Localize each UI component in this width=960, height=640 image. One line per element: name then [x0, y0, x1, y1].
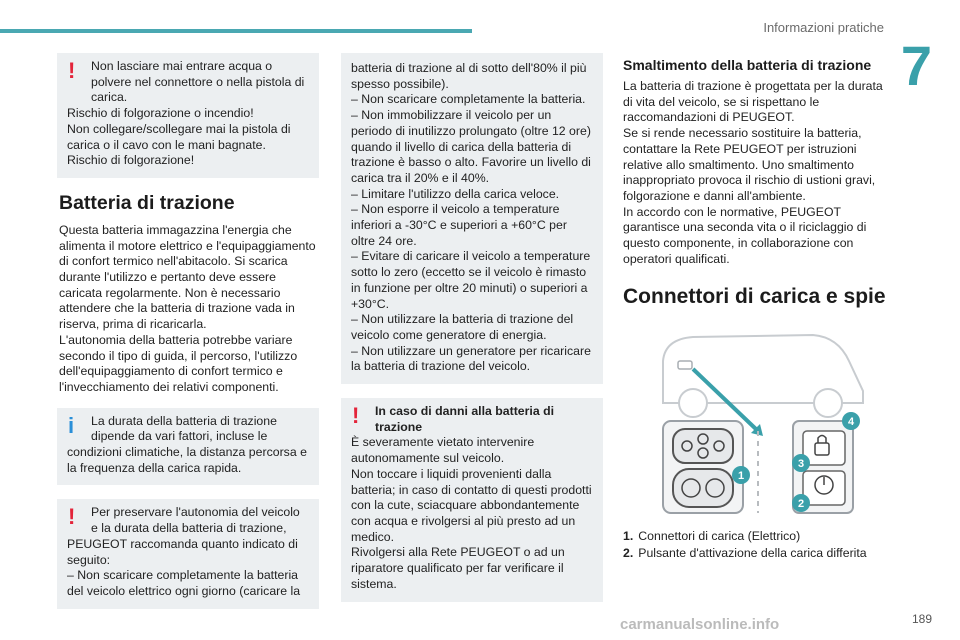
- info-text: condizioni climatiche, la distanza percorsa e la frequenza della carica rapida.: [67, 445, 307, 475]
- callout-3: [792, 454, 810, 472]
- info-text-first: La durata della batteria di trazione dipende da vari fattori, incluse le: [91, 413, 277, 444]
- warning-text-first: Per preservare l'autonomia del veicolo e la durata della batteria di trazione,: [91, 505, 300, 536]
- section-heading-connectors: Connettori di carica e spie: [623, 285, 886, 309]
- column-1: [57, 53, 319, 623]
- callout-4: [842, 412, 860, 430]
- legend-list: [623, 529, 893, 561]
- svg-text:1: 1: [737, 470, 745, 483]
- column-2: [341, 53, 603, 616]
- section-title: Informazioni pratiche: [763, 20, 884, 35]
- column-3: [623, 53, 893, 563]
- connector-diagram-svg: [623, 321, 893, 521]
- warning-title: In caso di danni alla batteria di trazione: [375, 404, 555, 434]
- warning-text: Rischio di folgorazione o incendio! Non collegare/scollegare mai la pistola di carica o il cavo con le mani bagnate. Rischio di folgorazione!: [67, 106, 291, 168]
- warning-text-first: Non lasciare mai entrare acqua o polvere nel connettore o nella pistola di carica.: [91, 59, 305, 105]
- callout-2: [792, 494, 810, 512]
- legend-item: 2. Pulsante d'attivazione della carica differita: [623, 546, 867, 561]
- watermark: carmanualsonline.info: [620, 616, 780, 633]
- header-accent-bar: [0, 29, 472, 33]
- chapter-number: 7: [900, 34, 932, 97]
- warning-icon: !: [68, 504, 76, 530]
- section-heading-disposal: Smaltimento della batteria di trazione: [623, 57, 872, 73]
- section-heading-battery: Batteria di trazione: [59, 191, 235, 214]
- disposal-paragraph: La batteria di trazione è progettata per la durata di vita del veicolo, se si rispettano le raccomandazioni di PEUGEOT. Se si rende necessario sostituire la batteria, contattare la Rete PEUGEOT per istruzioni relative allo smaltimento. Uno smaltimento inappropriato provoca il rischio di ustioni gravi, folgorazione e danni all'ambiente. In accordo con le normative, PEUGEOT garantisce una seconda vita o il riciclaggio di questo componente, in collaborazione con operatori qualificati.: [623, 79, 883, 266]
- callout-1: [732, 466, 750, 484]
- warning-icon: !: [68, 58, 76, 83]
- warning-text: È severamente vietato intervenire autonomamente sul veicolo. Non toccare i liquidi provenienti dalla batteria; in caso di contatto di questi prodotti con la cute, sciacquare abbondantemente con acqua e rivolgersi al più presto ad un medico. Rivolgersi alla Rete PEUGEOT o ad un riparatore qualificato per far verificare il sistema.: [351, 435, 592, 591]
- info-box-battery-life: [57, 408, 319, 486]
- warning-box-preserve: [57, 499, 319, 608]
- warning-text: PEUGEOT raccomanda quanto indicato di seguito: – Non scaricare completamente la batteria del veicolo elettrico ogni giorno (caricare la: [67, 536, 301, 598]
- info-icon: i: [68, 412, 75, 438]
- legend-item: 1. Connettori di carica (Elettrico): [623, 529, 801, 544]
- warning-box-damage: [341, 398, 603, 601]
- charging-connector-illustration: [623, 321, 893, 521]
- svg-text:2: 2: [797, 498, 805, 511]
- warning-box-continued: [341, 53, 603, 384]
- page-number: 189: [911, 612, 932, 626]
- warning-box-water: [57, 53, 319, 178]
- svg-text:4: 4: [847, 416, 855, 429]
- battery-paragraph: Questa batteria immagazzina l'energia che alimenta il motore elettrico e l'equipaggiamento di confort termico nell'abitacolo. Si scarica durante l'utilizzo e pertanto deve essere caricata regolarmente. Non è necessario attendere che la batteria di trazione vada in riserva, prima di ricaricarla. L'autonomia della batteria potrebbe variare secondo il tipo di guida, il percorso, l'utilizzo dell'equipaggiamento di confort termico e l'invecchiamento dei relativi componenti.: [59, 222, 316, 394]
- warning-icon: !: [352, 403, 360, 429]
- recommendations-text: batteria di trazione al di sotto dell'80% il più spesso possibile). – Non scaricare completamente la batteria. – Non immobilizzare il veicolo per un periodo di inutilizzo prolungato (oltre 12 ore) quando il livello di carica della batteria di trazione è basso o alto. Favorire un livello di carica tra il 20% e il 40%. – Limitare l'utilizzo della carica veloce. – Non esporre il veicolo a temperature inferiori a -30°C e superiori a +60°C per oltre 24 ore. – Evitare di caricare il veicolo a temperature sotto lo zero (eccetto se il veicolo è rimasto in funzione per oltre 20 minuti) o superiori a +30°C. – Non utilizzare la batteria di trazione del veicolo come generatore di energia. – Non utilizzare un generatore per ricaricare la batteria di trazione del veicolo.: [351, 61, 591, 374]
- svg-text:3: 3: [797, 458, 805, 471]
